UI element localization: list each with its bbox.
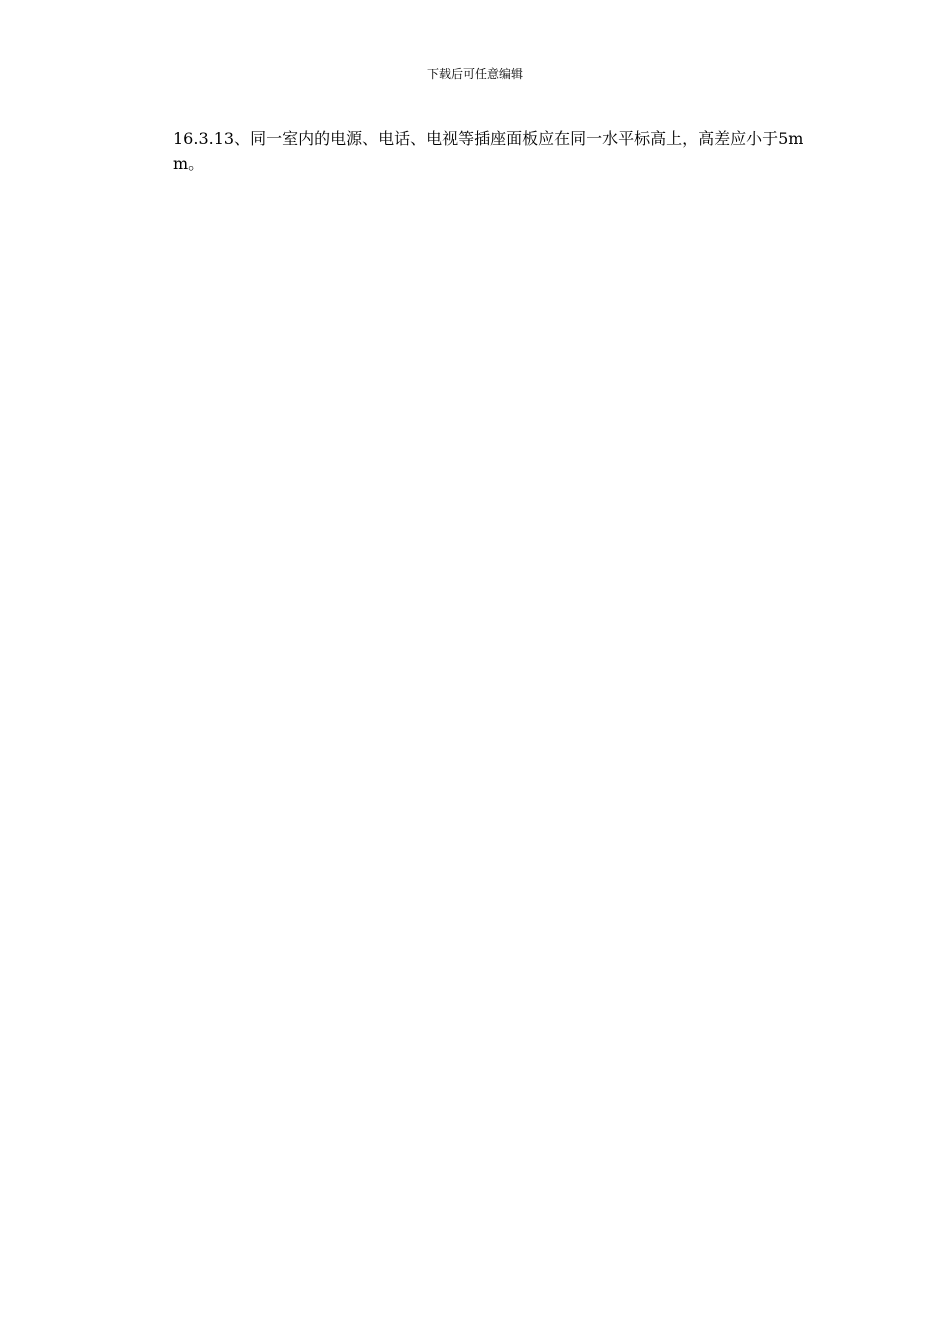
document-body	[145, 126, 815, 176]
paragraph: 16.3.13、同一室内的电源、电话、电视等插座面板应在同一水平标高上，高差应小于5mm。	[173, 129, 804, 173]
page-header: 下载后可任意编辑	[426, 67, 523, 81]
